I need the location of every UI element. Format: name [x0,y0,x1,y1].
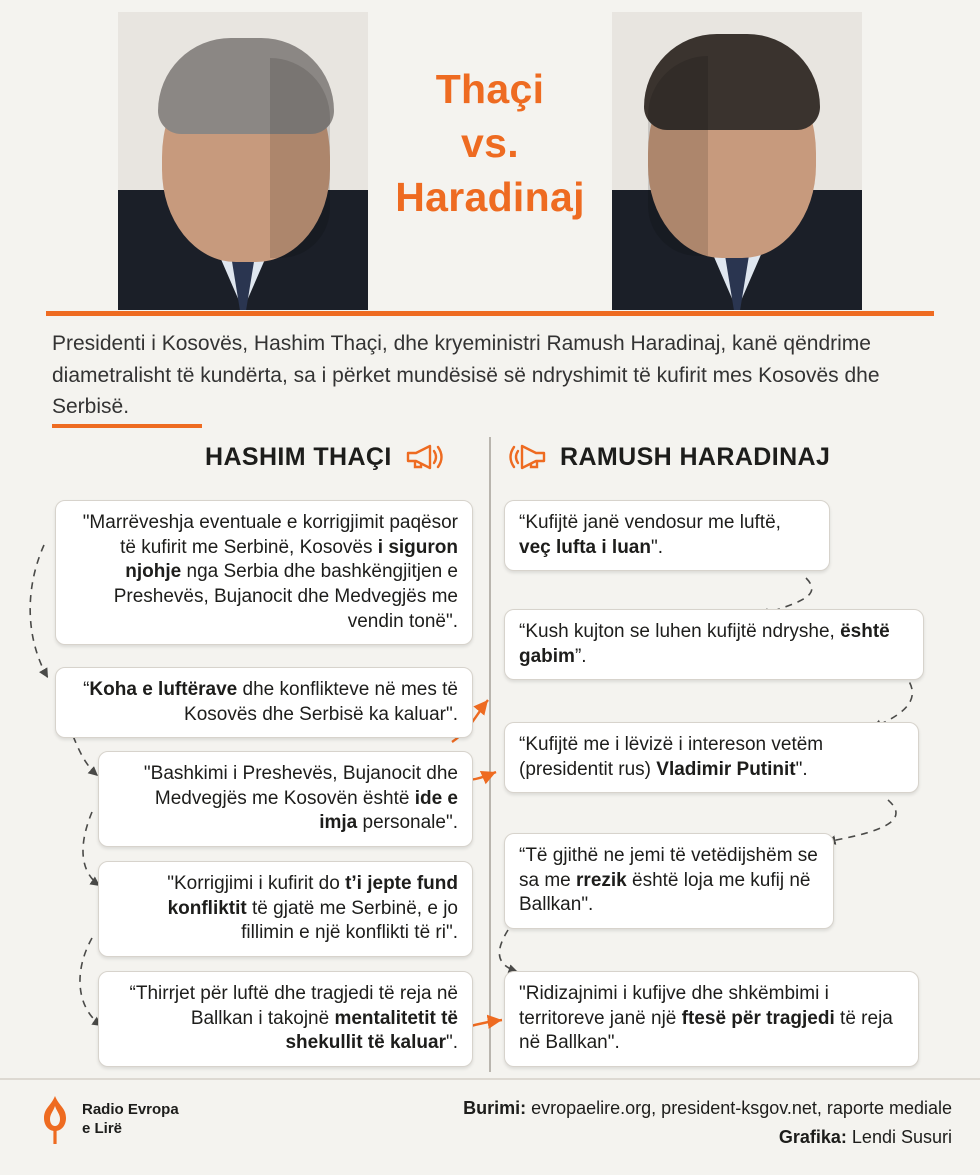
page-title [340,62,640,224]
source-line [463,1098,952,1119]
column-divider [489,437,491,1072]
source-block [463,1098,952,1148]
column-heading-right-label: RAMUSH HARADINAJ [560,442,831,471]
footer [0,1080,980,1175]
portrait-thaci [118,12,368,310]
source-value: evropaelire.org, president-ksgov.net, raporte mediale [531,1098,952,1118]
quote-left-2: “Koha e luftërave dhe konflikteve në mes të Kosovës dhe Serbisë ka kaluar". [55,667,473,738]
quote-left-4: "Korrigjimi i kufirit do t’i jepte fund konfliktit të gjatë me Serbinë, e jo fillimin e një konflikti të ri". [98,861,473,957]
logo [38,1094,179,1146]
face-shadow [270,58,330,258]
column-heading-right [508,442,830,472]
megaphone-icon [508,442,548,472]
quote-right-4: “Të gjithë ne jemi të vetëdijshëm se sa me rrezik është loja me kufij në Ballkan". [504,833,834,929]
face-shadow [648,56,708,256]
intro-text: Presidenti i Kosovës, Hashim Thaçi, dhe kryeministri Ramush Haradinaj, kanë qëndrime diametralisht të kundërta, sa i përket mundësisë së ndryshimit të kufirit mes Kosovës dhe Serbisë. [52,332,880,418]
quote-left-3: "Bashkimi i Preshevës, Bujanocit dhe Medvegjës me Kosovën është ide e imja personale". [98,751,473,847]
megaphone-icon [404,442,444,472]
title-line-1: Thaçi [435,66,545,112]
logo-line-1: Radio Evropa [82,1101,179,1119]
quote-right-1: “Kufijtë janë vendosur me luftë, veç lufta i luan". [504,500,830,571]
flame-logo-icon [38,1094,72,1146]
quote-left-5: “Thirrjet për luftë dhe tragjedi të reja në Ballkan i takojnë mentalitetit të shekullit të kaluar". [98,971,473,1067]
title-line-2: vs. [461,120,519,167]
quote-right-5: "Ridizajnimi i kufijve dhe shkëmbimi i territoreve janë një ftesë për tragjedi të reja në Ballkan". [504,971,919,1067]
header-divider [46,311,934,316]
quote-right-2: “Kush kujton se luhen kufijtë ndryshe, është gabim”. [504,609,924,680]
intro-underline [52,424,202,428]
quote-left-1: "Marrëveshja eventuale e korrigjimit paqësor të kufirit me Serbinë, Kosovës i siguron njohje nga Serbia dhe bashkëngjitjen e Preshevës, Bujanocit dhe Medvegjës me vendin tonë". [55,500,473,645]
graphics-value: Lendi Susuri [851,1127,952,1147]
logo-text [82,1101,179,1139]
header [0,0,980,318]
quote-right-3: “Kufijtë me i lëvizë i intereson vetëm (presidentit rus) Vladimir Putinit". [504,722,919,793]
title-line-3: Haradinaj [395,174,585,221]
column-heading-left-label: HASHIM THAÇI [205,442,392,471]
portrait-haradinaj [612,12,862,310]
logo-line-2: e Lirë [82,1120,123,1137]
source-label: Burimi: [463,1098,527,1118]
column-heading-left [205,442,444,472]
graphics-line [463,1127,952,1148]
graphics-label: Grafika: [778,1127,847,1147]
